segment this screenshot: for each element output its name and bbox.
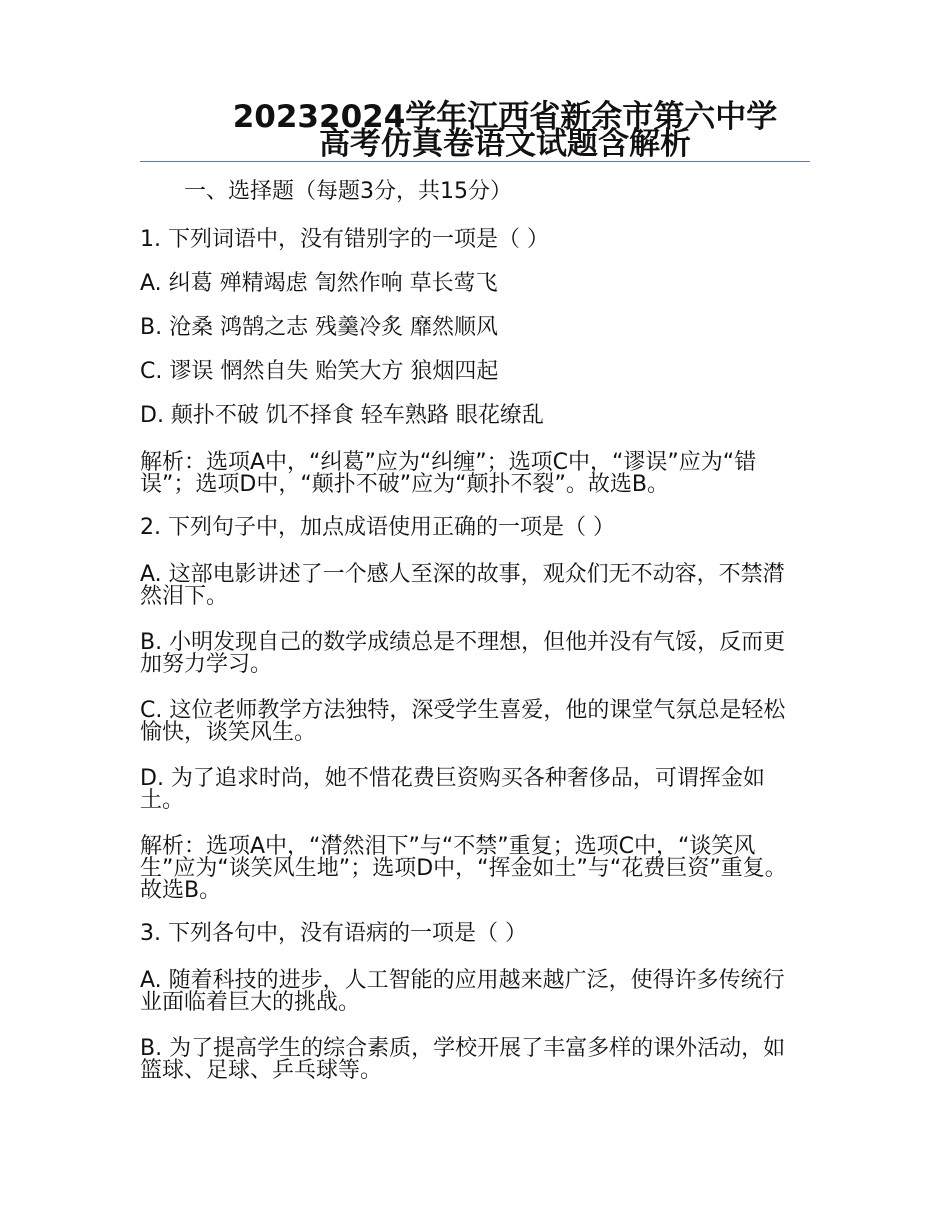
option-a: A. 随着科技的进步，人工智能的应用越来越广泛，使得许多传统行业面临着巨大的挑战。 <box>140 968 785 1015</box>
question-2 <box>140 512 795 906</box>
option-a: A. 这部电影讲述了一个感人至深的故事，观众们无不动容，不禁潸然泪下。 <box>140 562 785 609</box>
title-line-1: 20232024学年江西省新余市第六中学 <box>232 99 778 135</box>
section-heading: 一、选择题（每题3分，共15分） <box>184 179 512 204</box>
option-b: B. 小明发现自己的数学成绩总是不理想，但他并没有气馁，反而更加努力学习。 <box>140 630 786 677</box>
option-d: D. 颠扑不破 饥不择食 轻车熟路 眼花缭乱 <box>140 403 544 428</box>
question-1 <box>140 224 795 500</box>
title-divider <box>140 161 810 162</box>
option-c: C. 这位老师教学方法独特，深受学生喜爱，他的课堂气氛总是轻松愉快，谈笑风生。 <box>140 698 786 745</box>
question-stem: 1. 下列词语中，没有错别字的一项是（ ） <box>140 227 549 252</box>
question-3 <box>140 918 795 1086</box>
analysis-text: 解析：选项A中，“潸然泪下”与“不禁”重复；选项C中，“谈笑风生”应为“谈笑风生地”；选项D中，“挥金如土”与“花费巨资”重复。故选B。 <box>140 834 787 903</box>
question-stem: 2. 下列句子中，加点成语使用正确的一项是（ ） <box>140 515 615 540</box>
option-b: B. 为了提高学生的综合素质，学校开展了丰富多样的课外活动，如篮球、足球、乒乓球等。 <box>140 1036 786 1083</box>
title-line-2: 高考仿真卷语文试题含解析 <box>319 126 691 162</box>
question-stem: 3. 下列各句中，没有语病的一项是（ ） <box>140 921 527 946</box>
option-c: C. 谬误 惘然自失 贻笑大方 狼烟四起 <box>140 359 499 384</box>
option-d: D. 为了追求时尚，她不惜花费巨资购买各种奢侈品，可谓挥金如土。 <box>140 766 765 813</box>
option-b: B. 沧桑 鸿鹄之志 残羹冷炙 靡然顺风 <box>140 315 499 340</box>
analysis-text: 解析：选项A中，“纠葛”应为“纠缠”；选项C中，“谬误”应为“错误”；选项D中，“颠扑不破”应为“颠扑不裂”。故选B。 <box>140 450 757 497</box>
document-title <box>140 99 810 162</box>
option-a: A. 纠葛 殚精竭虑 訇然作响 草长莺飞 <box>140 271 498 296</box>
document-body <box>140 172 795 1098</box>
